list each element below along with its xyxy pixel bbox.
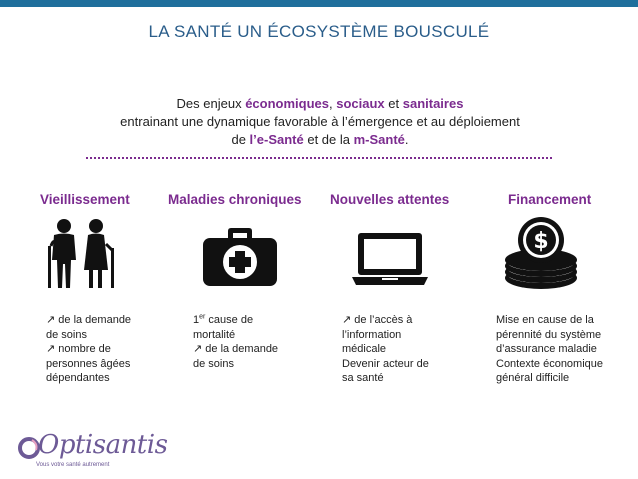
- logo-tagline: Vous votre santé autrement: [36, 462, 110, 468]
- desc-line: ↗ de la demande: [46, 314, 132, 326]
- intro-line-2: entrainant une dynamique favorable à l’émergence et au déploiement: [120, 114, 520, 129]
- desc-nouvelles-attentes: [342, 313, 429, 386]
- keyword-economiques: économiques: [245, 96, 329, 111]
- desc-line: de soins: [46, 328, 87, 341]
- desc-line: Devenir acteur de: [342, 357, 429, 370]
- keyword-sociaux: sociaux: [336, 96, 385, 111]
- elderly-couple-icon: [44, 218, 120, 290]
- desc-line: d’assurance maladie: [496, 343, 597, 355]
- heading-nouvelles-attentes: Nouvelles attentes: [330, 192, 450, 207]
- desc-line: mortalité: [193, 328, 236, 341]
- desc-line: de soins: [193, 357, 234, 370]
- page-title: LA SANTÉ UN ÉCOSYSTÈME BOUSCULÉ: [148, 22, 490, 41]
- first-aid-kit-icon: [203, 228, 277, 286]
- intro-line-3: de l’e-Santé et de la m-Santé.: [231, 132, 409, 147]
- desc-vieillissement: [46, 313, 131, 386]
- desc-line: ↗ nombre de: [46, 343, 111, 355]
- desc-line: ↗ de l’accès à: [342, 314, 413, 326]
- logo-o-icon: [18, 436, 40, 460]
- heading-financement: Financement: [508, 192, 592, 207]
- desc-line: personnes âgées: [46, 357, 131, 370]
- keyword-sanitaires: sanitaires: [402, 96, 464, 111]
- intro-text: [70, 95, 570, 149]
- laptop-icon: [352, 233, 428, 285]
- dotted-divider: [86, 157, 552, 159]
- desc-maladies-chroniques: [193, 313, 278, 371]
- svg-text:$: $: [533, 229, 549, 254]
- desc-line: médicale: [342, 343, 387, 355]
- desc-line: dépendantes: [46, 372, 110, 384]
- desc-line: pérennité du système: [496, 328, 602, 341]
- desc-line: ↗ de la demande: [193, 343, 279, 355]
- coins-dollar-icon: [503, 216, 579, 290]
- optisantis-logo: [18, 430, 168, 475]
- desc-financement: [496, 313, 603, 386]
- desc-line: Contexte économique: [496, 357, 604, 370]
- keyword-e-sante: l’e-Santé: [249, 132, 304, 147]
- heading-vieillissement: Vieillissement: [40, 192, 130, 207]
- desc-line: général difficile: [496, 372, 570, 384]
- logo-wordmark: Optisantis: [38, 430, 168, 460]
- keyword-m-sante: m-Santé: [353, 132, 405, 147]
- desc-line: l’information: [342, 328, 402, 341]
- desc-line: 1er cause de: [193, 313, 254, 326]
- top-bar: [0, 0, 638, 7]
- intro-line-1: Des enjeux économiques, sociaux et sanitaires: [176, 96, 464, 111]
- desc-line: sa santé: [342, 372, 384, 384]
- heading-maladies-chroniques: Maladies chroniques: [168, 192, 302, 207]
- desc-line: Mise en cause de la: [496, 314, 594, 326]
